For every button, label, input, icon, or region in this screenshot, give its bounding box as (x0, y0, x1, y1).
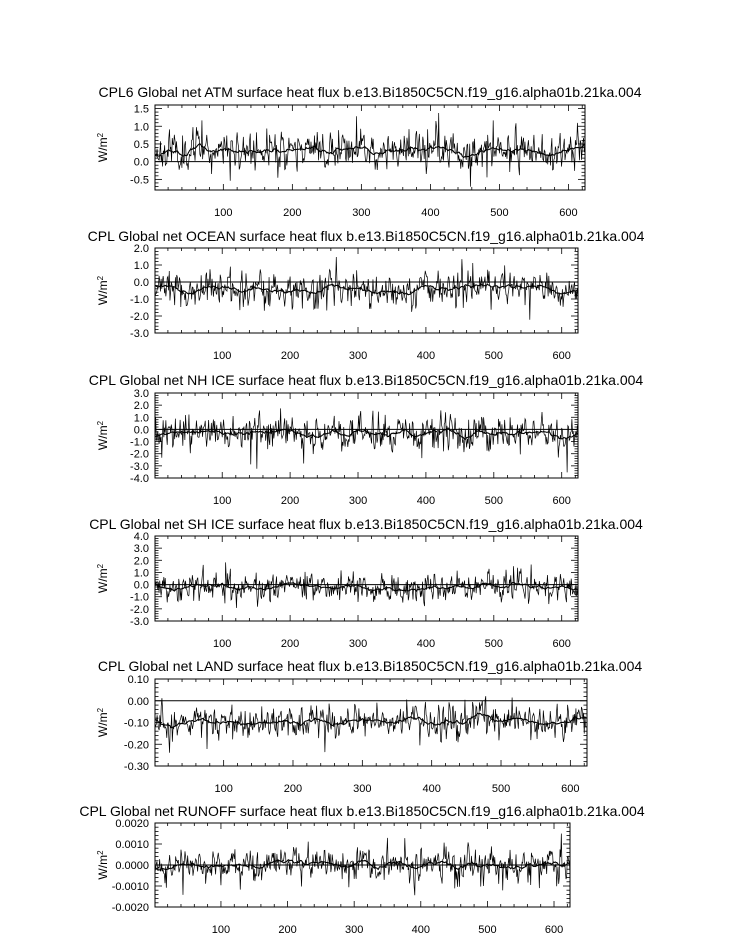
x-tick-label: 200 (283, 207, 302, 219)
y-tick-label: 1.0 (133, 412, 149, 425)
chart-title: CPL Global net SH ICE surface heat flux b.e13.Bi1850C5CN.f19_g16.alpha01b.21ka.004 (89, 516, 643, 532)
y-tick-label: 0.0 (133, 156, 149, 169)
x-tick-label: 300 (352, 207, 371, 219)
y-tick-label: 1.0 (133, 121, 149, 134)
x-tick-label: 600 (561, 783, 580, 795)
y-tick-label: -2.0 (130, 311, 149, 323)
x-tick-label: 400 (416, 638, 436, 650)
y-tick-label: 2.0 (133, 400, 149, 413)
x-tick-label: 100 (213, 495, 232, 507)
series-line (155, 834, 570, 896)
y-tick-label: -0.0010 (111, 881, 149, 893)
y-tick-label: -2.0 (130, 603, 149, 616)
x-tick-label: 100 (214, 207, 233, 219)
y-tick-label: 0.0000 (115, 860, 149, 872)
x-tick-label: 200 (280, 350, 300, 362)
y-tick-label: -2.0 (130, 448, 149, 461)
x-tick-label: 100 (211, 924, 231, 936)
y-tick-label: 3.0 (133, 543, 149, 556)
y-tick-label: 2.0 (133, 243, 149, 255)
series-line (155, 408, 578, 472)
x-tick-label: 300 (348, 495, 368, 507)
x-tick-label: 600 (552, 638, 571, 650)
y-tick-label: -0.10 (123, 717, 149, 730)
y-tick-label: 1.0 (133, 260, 149, 272)
y-tick-label: -0.30 (123, 761, 149, 773)
chart-panel (96, 658, 643, 795)
chart-panel (96, 84, 642, 219)
x-tick-label: 200 (283, 783, 303, 795)
chart-panel (89, 372, 644, 507)
x-tick-label: 400 (416, 495, 436, 507)
x-tick-label: 400 (411, 924, 430, 936)
y-tick-label: -1.0 (130, 591, 149, 604)
y-axis-label: $W/m^2$ (95, 132, 110, 163)
y-tick-label: 2.0 (133, 555, 149, 568)
y-tick-label: 3.0 (133, 388, 149, 400)
y-tick-label: -3.0 (130, 616, 149, 628)
y-tick-label: 0.0 (133, 579, 149, 592)
y-tick-label: -3.0 (130, 328, 149, 340)
chart-panel (88, 228, 645, 362)
chart-title: CPL Global net LAND surface heat flux b.e13.Bi1850C5CN.f19_g16.alpha01b.21ka.004 (97, 658, 643, 674)
y-tick-label: 0.00 (127, 695, 149, 708)
y-tick-label: -3.0 (130, 460, 149, 473)
y-tick-label: 0.0 (133, 424, 149, 437)
y-tick-label: -0.0020 (111, 902, 149, 914)
x-tick-label: 100 (213, 350, 232, 362)
x-tick-label: 500 (484, 350, 503, 362)
x-tick-label: 600 (559, 207, 578, 219)
series-line (155, 113, 585, 187)
y-axis-label: $W/m^2$ (95, 275, 110, 306)
y-tick-label: 1.0 (133, 567, 149, 580)
y-tick-label: 0.5 (133, 138, 149, 151)
y-tick-label: 0.10 (127, 674, 149, 686)
x-tick-label: 600 (552, 495, 571, 507)
y-tick-label: 0.0 (133, 277, 149, 289)
y-axis-label: $W/m^2$ (95, 707, 110, 738)
y-tick-label: -0.5 (130, 174, 149, 187)
x-tick-label: 200 (280, 495, 300, 507)
x-tick-label: 300 (353, 783, 372, 795)
x-tick-label: 500 (490, 207, 509, 219)
x-tick-label: 300 (344, 924, 364, 936)
x-tick-label: 200 (280, 638, 300, 650)
chart-title: CPL6 Global net ATM surface heat flux b.e13.Bi1850C5CN.f19_g16.alpha01b.21ka.004 (98, 84, 642, 100)
chart-title: CPL Global net RUNOFF surface heat flux b.e13.Bi1850C5CN.f19_g16.alpha01b.21ka.004 (79, 803, 645, 819)
y-tick-label: -1.0 (130, 436, 149, 449)
x-tick-label: 600 (544, 924, 564, 936)
chart-panel (79, 803, 644, 936)
y-tick-label: -0.20 (123, 739, 149, 752)
x-tick-label: 100 (213, 638, 232, 650)
y-axis-label: $W/m^2$ (95, 420, 110, 451)
x-tick-label: 400 (416, 350, 436, 362)
x-tick-label: 100 (214, 783, 233, 795)
series-line (155, 696, 587, 753)
y-tick-label: 4.0 (133, 531, 149, 543)
x-tick-label: 500 (478, 924, 497, 936)
y-tick-label: 0.0010 (115, 839, 149, 851)
x-tick-label: 600 (552, 350, 571, 362)
x-tick-label: 200 (278, 924, 297, 936)
y-axis-label: $W/m^2$ (95, 850, 110, 880)
x-tick-label: 400 (421, 207, 440, 219)
x-tick-label: 400 (422, 783, 441, 795)
y-tick-label: 0.0020 (115, 818, 149, 830)
x-tick-label: 500 (491, 783, 511, 795)
plot-frame (155, 536, 578, 621)
x-tick-label: 300 (348, 350, 368, 362)
x-tick-label: 500 (484, 638, 503, 650)
chart-title: CPL Global net NH ICE surface heat flux b.e13.Bi1850C5CN.f19_g16.alpha01b.21ka.004 (88, 372, 644, 388)
y-tick-label: 1.5 (133, 103, 149, 116)
y-axis-label: $W/m^2$ (95, 563, 110, 594)
x-tick-label: 500 (484, 495, 503, 507)
y-tick-label: -1.0 (130, 294, 149, 306)
y-tick-label: -4.0 (130, 473, 149, 485)
chart-panel (89, 516, 643, 650)
chart-title: CPL Global net OCEAN surface heat flux b.e13.Bi1850C5CN.f19_g16.alpha01b.21ka.004 (87, 228, 645, 244)
x-tick-label: 300 (348, 638, 368, 650)
